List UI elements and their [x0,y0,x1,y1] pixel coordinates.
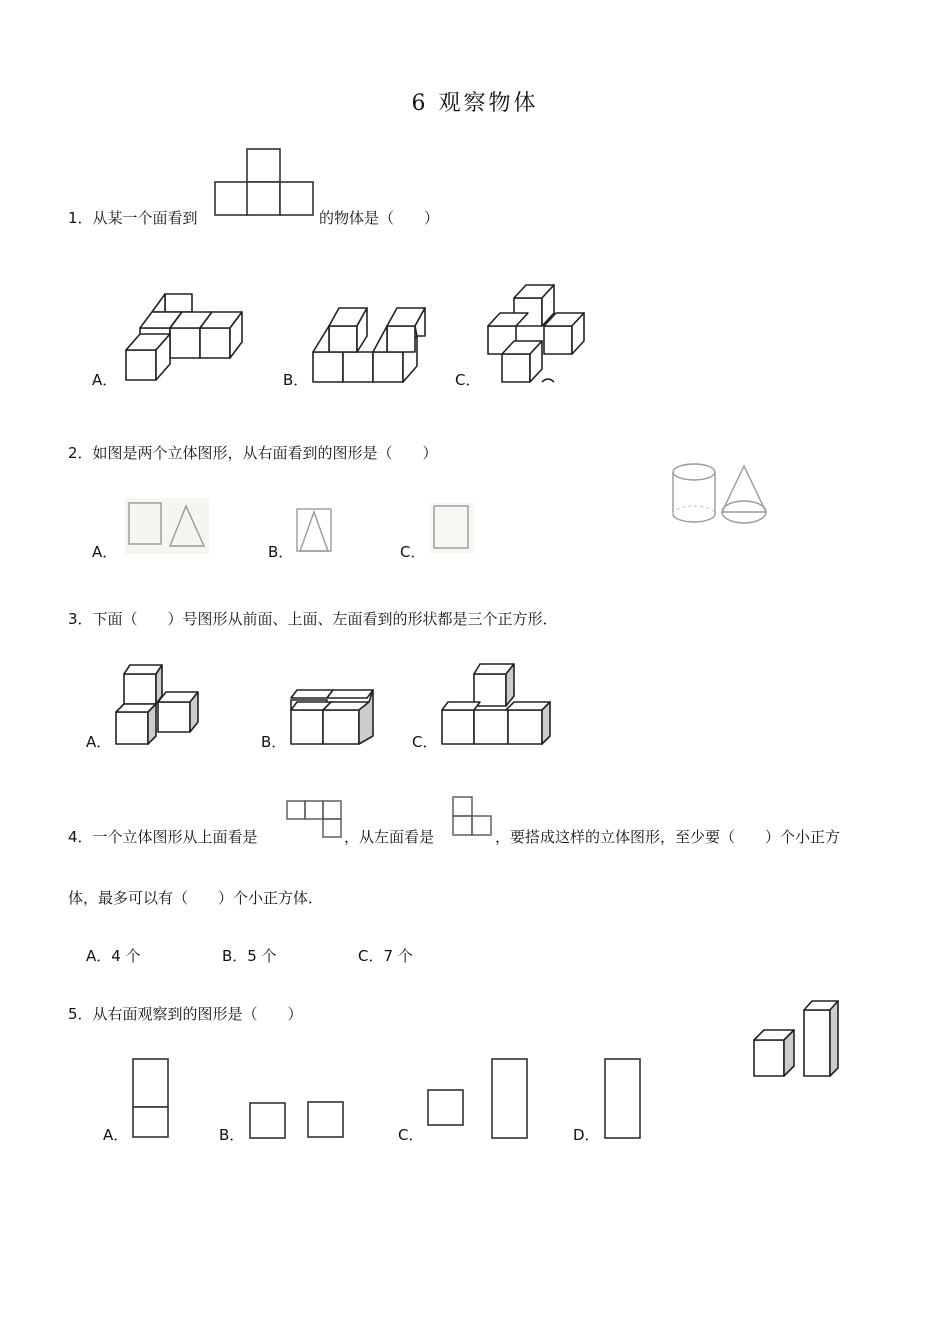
q2-cylinder-cone-figure [668,458,772,528]
q4-option-a[interactable]: A．4 个 [86,947,141,965]
q5-option-c-figure [425,1056,530,1142]
q5-option-c-label[interactable]: C． [398,1126,424,1144]
q3-option-b-label[interactable]: B． [261,733,287,751]
q1-option-c-label[interactable]: C． [455,371,481,389]
q4-text-part3: ，要搭成这样的立体图形，至少要（ ）个小正方 [495,828,841,846]
q1-suffix: 的物体是（ ） [319,209,440,227]
q4-text-part2: ，从左面看是 [344,828,435,846]
q3-option-a-label[interactable]: A． [86,733,112,751]
q3-option-b-figure [287,686,379,750]
q1-prefix: 1．从某一个面看到 [68,209,198,227]
q4-text-line2: 体，最多可以有（ ）个小正方体． [68,889,324,907]
page-title: 6 观察物体 [411,91,539,116]
q5-option-d-figure [603,1056,643,1142]
q3-text: 3．下面（ ）号图形从前面、上面、左面看到的形状都是三个正方形． [68,610,558,628]
q1-option-a-label[interactable]: A． [92,371,118,389]
q1-view-figure [214,148,315,218]
q4-left-view-figure [451,795,496,840]
q5-option-a-label[interactable]: A． [103,1126,129,1144]
q1-option-c-figure [484,282,592,387]
q4-text-part1: 4．一个立体图形从上面看是 [68,828,258,846]
q5-option-b-label[interactable]: B． [219,1126,245,1144]
q2-option-a-figure [124,497,210,555]
q3-option-a-figure [112,660,207,750]
q4-top-view-figure [285,799,345,842]
q3-option-c-figure [438,660,556,750]
q1-option-a-figure [122,290,247,385]
q2-option-b-label[interactable]: B． [268,543,294,561]
q2-option-c-figure [429,502,475,554]
q1-option-b-label[interactable]: B． [283,371,309,389]
q2-option-a-label[interactable]: A． [92,543,118,561]
q5-text: 5．从右面观察到的图形是（ ） [68,1005,303,1023]
q5-option-a-figure [131,1057,171,1141]
q1-option-b-figure [309,302,424,387]
q4-option-c[interactable]: C．7 个 [358,947,413,965]
q5-option-b-figure [248,1100,346,1142]
q2-option-b-figure [294,506,334,556]
q5-blocks-figure [750,998,842,1082]
q3-option-c-label[interactable]: C． [412,733,438,751]
q5-option-d-label[interactable]: D． [573,1126,600,1144]
q2-text: 2．如图是两个立体图形，从右面看到的图形是（ ） [68,444,438,462]
q4-option-b[interactable]: B．5 个 [222,947,277,965]
q2-option-c-label[interactable]: C． [400,543,426,561]
